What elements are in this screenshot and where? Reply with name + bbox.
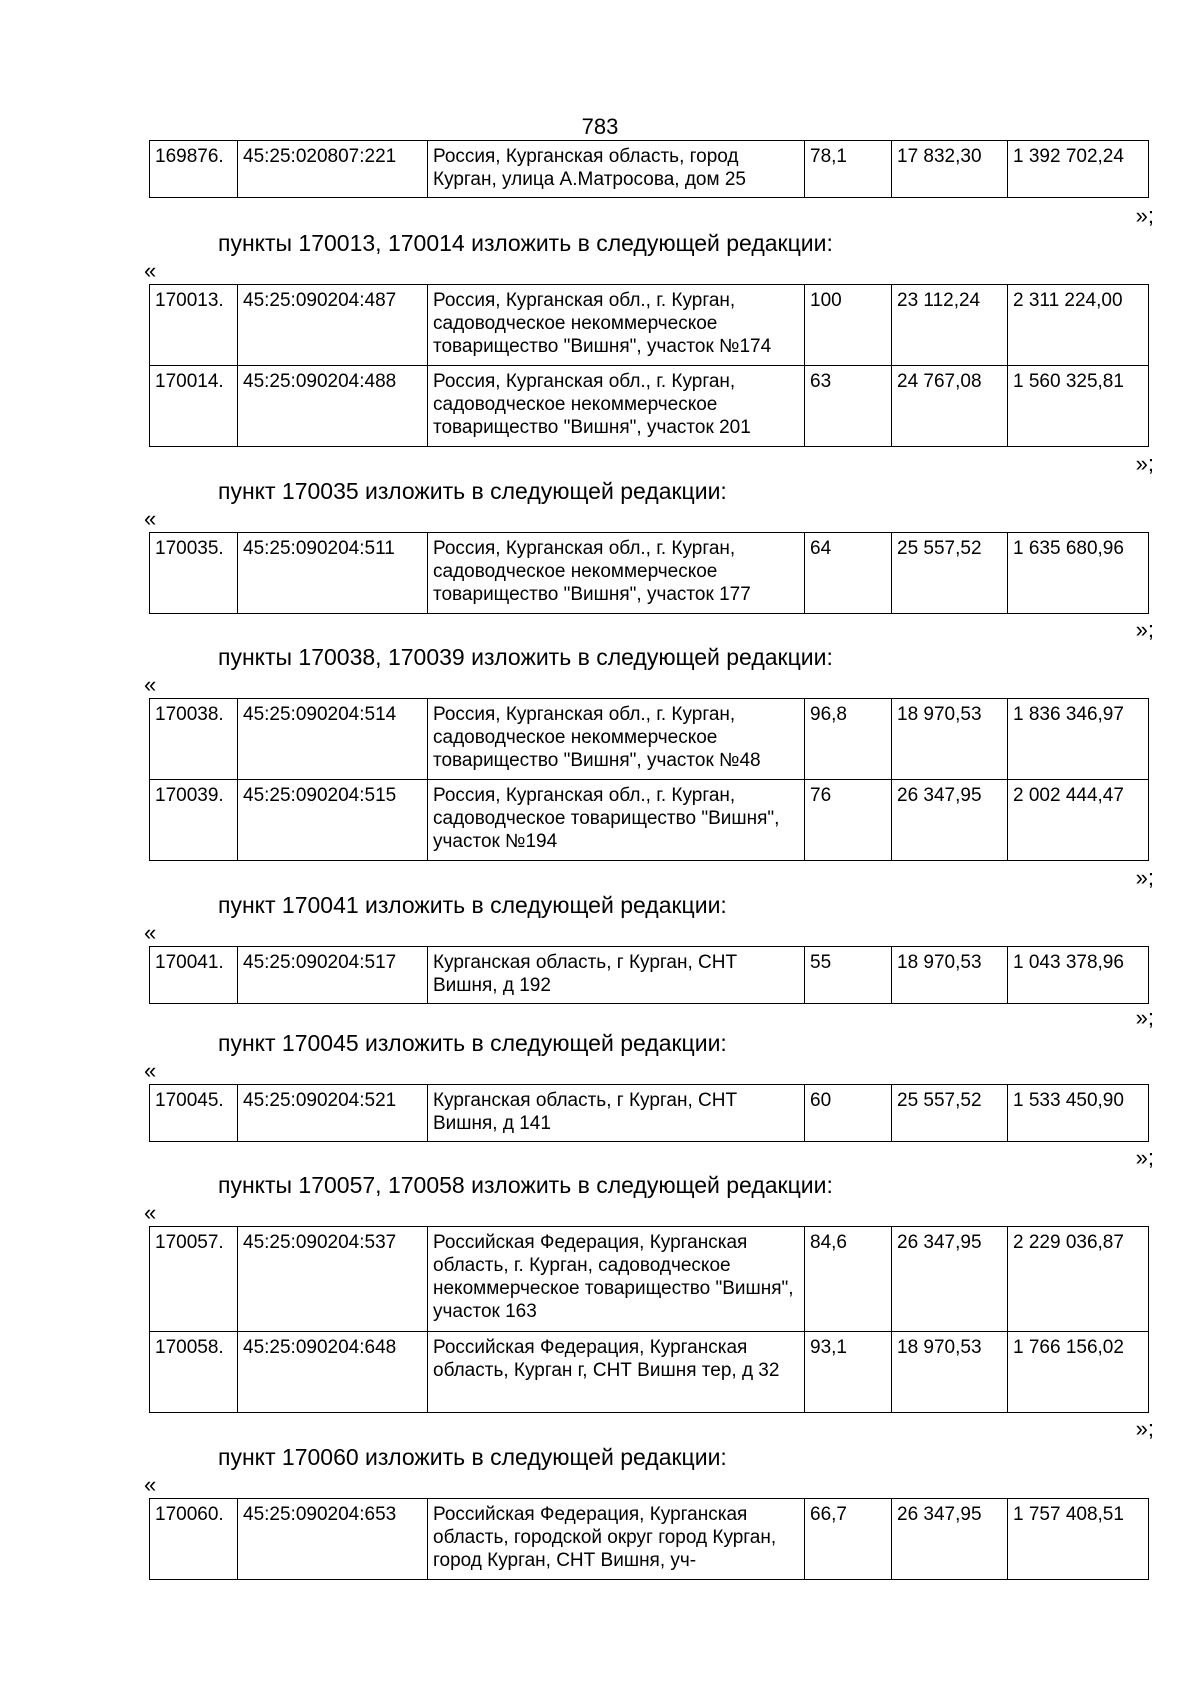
table-row [150,1499,1149,1580]
cadastral-number: 45:25:090204:514 [238,699,428,780]
area: 100 [805,285,892,366]
item-number: 170014. [150,366,238,447]
property-table [149,1498,1149,1580]
cadastral-number: 45:25:090204:537 [238,1227,428,1332]
property-table [149,946,1149,1004]
property-table [149,1084,1149,1142]
cadastral-value: 1 043 378,96 [1008,947,1149,1004]
table-row [150,1085,1149,1142]
item-number: 170058. [150,1332,238,1413]
rate: 26 347,95 [892,780,1008,861]
cadastral-value: 1 757 408,51 [1008,1499,1149,1580]
page-number: 783 [581,114,619,139]
address: Россия, Курганская обл., г. Курган, садоводческое некоммерческое товарищество "Вишня", участок №174 [428,285,805,366]
table-row [150,285,1149,366]
cadastral-value: 1 533 450,90 [1008,1085,1149,1142]
table-row [150,1332,1149,1413]
table-row [150,533,1149,614]
item-number: 170039. [150,780,238,861]
address: Россия, Курганская обл., г. Курган, садоводческое некоммерческое товарищество "Вишня", участок 177 [428,533,805,614]
rate: 24 767,08 [892,366,1008,447]
cadastral-value: 2 229 036,87 [1008,1227,1149,1332]
item-number: 169876. [150,141,238,198]
area: 64 [805,533,892,614]
property-table [149,1226,1149,1413]
address: Российская Федерация, Курганская область, Курган г, СНТ Вишня тер, д 32 [428,1332,805,1413]
area: 76 [805,780,892,861]
address: Курганская область, г Курган, СНТ Вишня, д 141 [428,1085,805,1142]
table-row [150,699,1149,780]
opening-quote: « [144,672,157,697]
rate: 25 557,52 [892,1085,1008,1142]
table-row [150,780,1149,861]
table-row [150,1227,1149,1332]
closing-quote: »; [1135,865,1154,890]
cadastral-value: 1 836 346,97 [1008,699,1149,780]
area: 84,6 [805,1227,892,1332]
address: Россия, Курганская обл., г. Курган, садоводческое некоммерческое товарищество "Вишня", участок №48 [428,699,805,780]
area: 63 [805,366,892,447]
opening-quote: « [144,1058,157,1083]
area: 93,1 [805,1332,892,1413]
rate: 18 970,53 [892,699,1008,780]
cadastral-number: 45:25:090204:488 [238,366,428,447]
closing-quote: »; [1135,1005,1154,1030]
cadastral-number: 45:25:090204:521 [238,1085,428,1142]
closing-quote: »; [1135,451,1154,476]
cadastral-value: 1 392 702,24 [1008,141,1149,198]
cadastral-value: 1 560 325,81 [1008,366,1149,447]
address: Курганская область, г Курган, СНТ Вишня, д 192 [428,947,805,1004]
opening-quote: « [144,920,157,945]
opening-quote: « [144,258,157,283]
property-table [149,140,1149,198]
item-number: 170035. [150,533,238,614]
area: 66,7 [805,1499,892,1580]
opening-quote: « [144,1200,157,1225]
address: Россия, Курганская обл., г. Курган, садоводческое некоммерческое товарищество "Вишня", участок 201 [428,366,805,447]
cadastral-value: 2 311 224,00 [1008,285,1149,366]
cadastral-value: 1 766 156,02 [1008,1332,1149,1413]
item-number: 170045. [150,1085,238,1142]
rate: 17 832,30 [892,141,1008,198]
amendment-instruction: пункт 170035 изложить в следующей редакции: [218,478,727,504]
cadastral-number: 45:25:090204:515 [238,780,428,861]
cadastral-number: 45:25:090204:487 [238,285,428,366]
closing-quote: »; [1135,1145,1154,1170]
item-number: 170041. [150,947,238,1004]
item-number: 170057. [150,1227,238,1332]
table-row [150,947,1149,1004]
property-table [149,532,1149,614]
property-table [149,698,1149,861]
item-number: 170038. [150,699,238,780]
area: 96,8 [805,699,892,780]
table-row [150,366,1149,447]
address: Россия, Курганская область, город Курган, улица А.Матросова, дом 25 [428,141,805,198]
item-number: 170060. [150,1499,238,1580]
opening-quote: « [144,506,157,531]
amendment-instruction: пункты 170057, 170058 изложить в следующей редакции: [218,1172,833,1198]
rate: 26 347,95 [892,1499,1008,1580]
area: 60 [805,1085,892,1142]
cadastral-value: 2 002 444,47 [1008,780,1149,861]
cadastral-number: 45:25:020807:221 [238,141,428,198]
amendment-instruction: пункты 170013, 170014 изложить в следующей редакции: [218,230,833,256]
closing-quote: »; [1135,617,1154,642]
cadastral-number: 45:25:090204:648 [238,1332,428,1413]
closing-quote: »; [1135,1416,1154,1441]
table-row [150,141,1149,198]
rate: 23 112,24 [892,285,1008,366]
rate: 18 970,53 [892,947,1008,1004]
address: Российская Федерация, Курганская область, городской округ город Курган, город Курган, СНТ Вишня, уч- [428,1499,805,1580]
property-table [149,284,1149,447]
amendment-instruction: пункт 170041 изложить в следующей редакции: [218,892,727,918]
closing-quote: »; [1135,203,1154,228]
opening-quote: « [144,1472,157,1497]
cadastral-number: 45:25:090204:653 [238,1499,428,1580]
amendment-instruction: пункты 170038, 170039 изложить в следующей редакции: [218,644,833,670]
amendment-instruction: пункт 170045 изложить в следующей редакции: [218,1030,727,1056]
address: Россия, Курганская обл., г. Курган, садоводческое товарищество "Вишня", участок №194 [428,780,805,861]
cadastral-number: 45:25:090204:517 [238,947,428,1004]
rate: 18 970,53 [892,1332,1008,1413]
cadastral-value: 1 635 680,96 [1008,533,1149,614]
address: Российская Федерация, Курганская область, г. Курган, садоводческое некоммерческое товарищество "Вишня", участок 163 [428,1227,805,1332]
area: 55 [805,947,892,1004]
rate: 26 347,95 [892,1227,1008,1332]
amendment-instruction: пункт 170060 изложить в следующей редакции: [218,1444,727,1470]
area: 78,1 [805,141,892,198]
item-number: 170013. [150,285,238,366]
rate: 25 557,52 [892,533,1008,614]
cadastral-number: 45:25:090204:511 [238,533,428,614]
